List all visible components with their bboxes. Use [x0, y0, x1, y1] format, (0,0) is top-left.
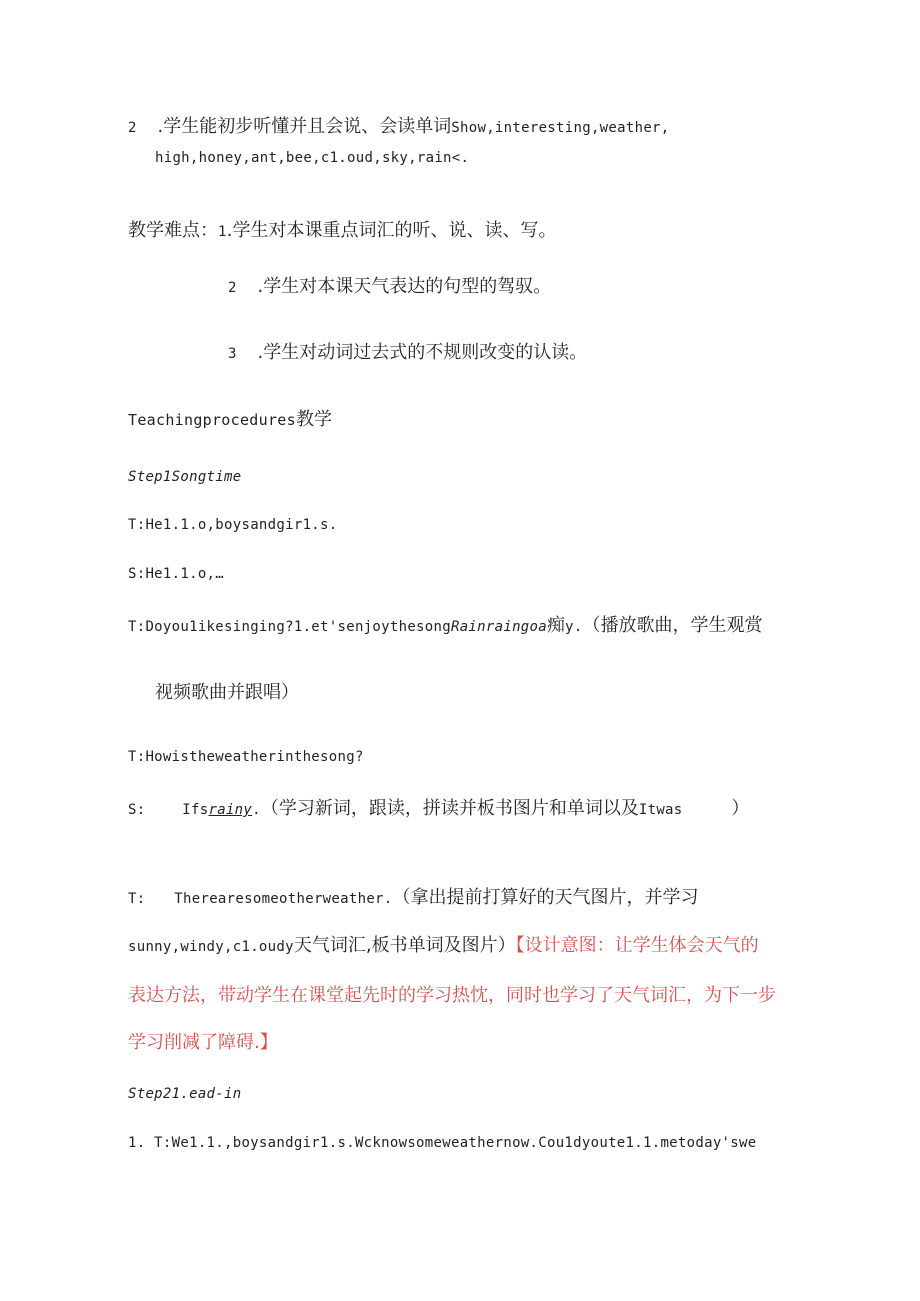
- procedures-heading: [128, 409, 332, 431]
- weather-note: （拿出提前打算好的天气图片，并学习: [392, 887, 699, 908]
- new-word-rainy: rainy: [208, 802, 253, 818]
- objective-words: Show,interesting,weather,: [451, 120, 670, 136]
- song-title-glyph: 痴: [547, 615, 565, 636]
- closing-paren: ）: [731, 798, 750, 819]
- weather-words-note: 天气词汇,板书单词及图片）: [293, 935, 516, 956]
- song-note-continued: 视频歌曲并跟唱）: [155, 682, 299, 703]
- design-intent: 【设计意图：让学生体会天气的: [515, 935, 759, 956]
- teacher-line-other-weather: [128, 887, 699, 910]
- step2-line-1: 1. T:We1.1.,boysandgir1.s.Wcknowsomeweathernow.Cou1dyoute1.1.metoday'swe: [128, 1135, 757, 1151]
- student-answer: Ifs: [182, 802, 209, 818]
- speaker-label: S:: [128, 802, 146, 818]
- difficulty-item-2: [228, 276, 551, 299]
- difficulty-item-3: [228, 342, 587, 365]
- weather-words-line: [128, 935, 759, 958]
- speaker-label: T:: [128, 891, 146, 907]
- step1-title: Step1Songtime: [128, 469, 242, 485]
- objective-words-continued: high,honey,ant,bee,c1.oud,sky,rain<.: [155, 150, 470, 166]
- difficulty-text: .学生对本课重点词汇的听、说、读、写。: [226, 220, 557, 241]
- student-line-rainy: [128, 798, 749, 821]
- difficulties-label: 教学难点：: [128, 220, 218, 241]
- list-number: 3: [228, 346, 237, 362]
- difficulty-text: .学生对动词过去式的不规则改变的认读。: [257, 342, 588, 363]
- list-number: 2: [228, 280, 237, 296]
- design-intent-continued: 表达方法，带动学生在课堂起先时的学习热忱，同时也学习了天气词汇，为下一步: [128, 985, 776, 1006]
- rainy-note: （学习新词，跟读，拼读并板书图片和单词以及: [260, 798, 639, 819]
- heading-en: Teachingprocedures: [128, 411, 296, 429]
- teacher-statement: Therearesomeotherweather.: [174, 891, 393, 907]
- teacher-line-weather-question: T:Howistheweatherinthesong?: [128, 749, 364, 765]
- it-was-phrase: Itwas: [638, 802, 683, 818]
- period: .: [252, 802, 261, 818]
- teacher-line-greeting: T:He1.1.o,boysandgir1.s.: [128, 517, 338, 533]
- step2-title: Step21.ead-in: [128, 1086, 242, 1102]
- song-title: Rainraingoa: [450, 619, 547, 635]
- objective-text: .学生能初步听懂并且会说、会读单词: [157, 116, 452, 137]
- difficulty-item-1: [128, 220, 556, 243]
- heading-cn: 教学: [295, 409, 332, 430]
- student-line-greeting: S:He1.1.o,…: [128, 566, 225, 582]
- list-number: 2: [128, 120, 137, 136]
- song-note: （播放歌曲，学生观赏: [582, 615, 763, 636]
- design-intent-end: 学习削减了障碍.】: [128, 1032, 278, 1053]
- objective-item-2: [128, 116, 670, 139]
- difficulty-text: .学生对本课天气表达的句型的驾驭。: [257, 276, 552, 297]
- teacher-line-song: [128, 615, 762, 638]
- list-number: 1: [218, 224, 227, 240]
- song-title-tail: y.: [565, 619, 583, 635]
- weather-words: sunny,windy,c1.oudy: [128, 939, 294, 955]
- teacher-question: T:Doyou1ikesinging?1.et'senjoythesong: [128, 619, 451, 635]
